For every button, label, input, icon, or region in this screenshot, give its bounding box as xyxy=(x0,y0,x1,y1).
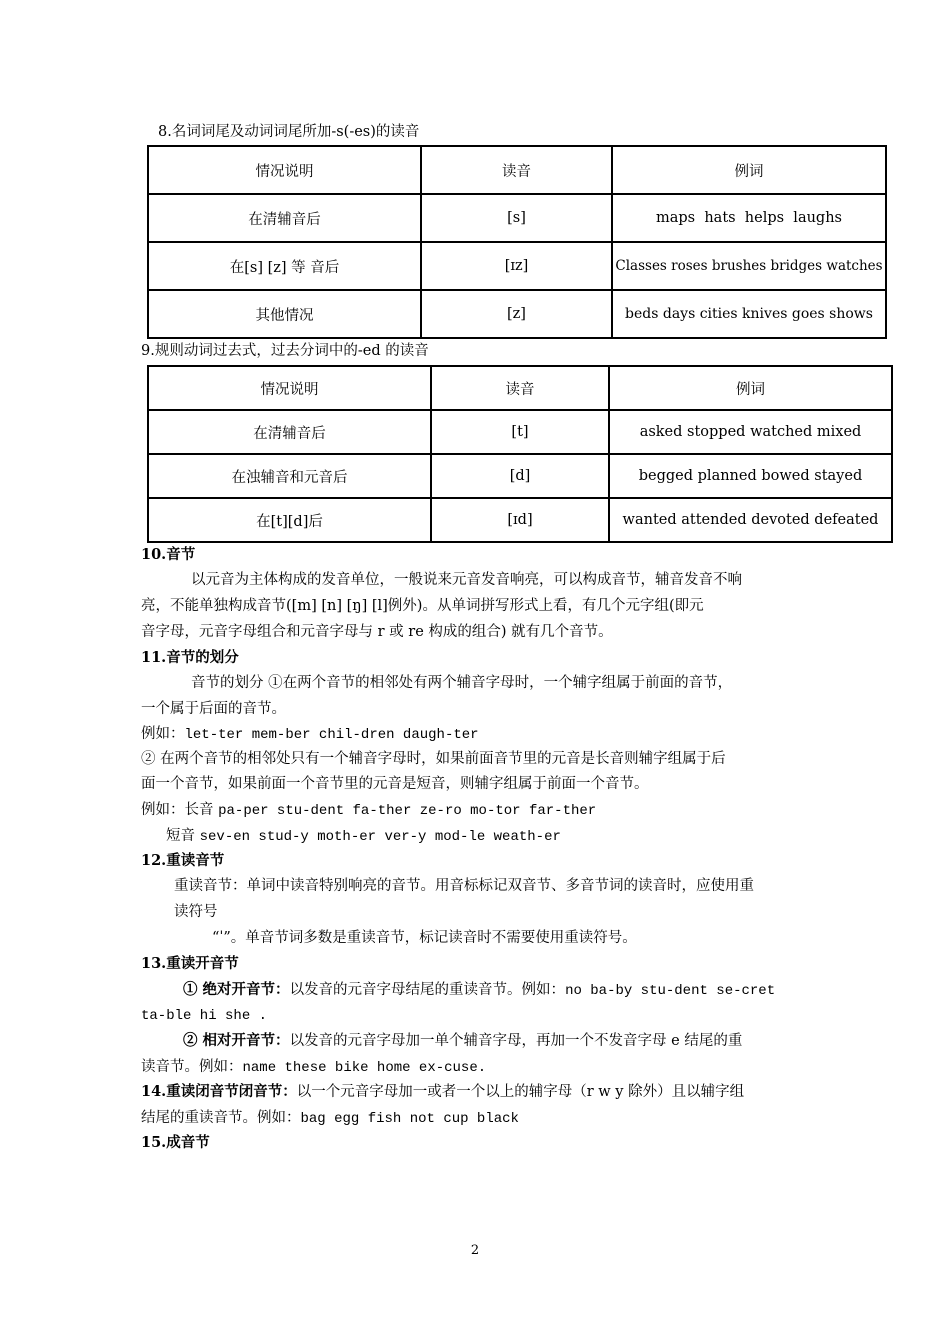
absolute-open-syllable-line xyxy=(183,980,775,1001)
section-10-heading: 10.音节 xyxy=(141,546,196,563)
section-14-line xyxy=(141,1082,744,1102)
paragraph-line: 音节的划分 ①在两个音节的相邻处有两个辅音字母时，一个辅字组属于前面的音节， xyxy=(191,675,733,691)
section-8-heading: 8.名词词尾及动词词尾所加-s(-es)的读音 xyxy=(158,124,420,140)
example-label: 读音节。例如： xyxy=(141,1059,243,1075)
table-cell: [t] xyxy=(431,410,609,454)
table-cell: [s] xyxy=(421,194,612,242)
example-words: bag egg fish not cup black xyxy=(300,1111,519,1127)
section-14-text: 以一个元音字母加一或者一个以上的辅字母（r w y 除外）且以辅字组 xyxy=(296,1084,745,1100)
item-label: ① 绝对开音节： xyxy=(183,981,290,998)
table-cell: 在清辅音后 xyxy=(148,410,431,454)
table-cell: [ɪd] xyxy=(431,498,609,542)
section-9-heading: 9.规则动词过去式，过去分词中的-ed 的读音 xyxy=(141,343,429,359)
example-label: 例如：长音 xyxy=(141,802,214,818)
example-line xyxy=(141,800,596,821)
paragraph-line: 重读音节：单词中读音特别响亮的音节。用音标标记双音节、多音节词的读音时，应使用重 xyxy=(174,878,754,894)
table-row xyxy=(148,194,886,242)
table-cell: maps hats helps laughs xyxy=(612,194,886,242)
table-cell: Classes roses brushes bridges watches xyxy=(612,242,886,290)
example-words: name these bike home ex-cuse. xyxy=(242,1060,487,1076)
item-text: 以发音的元音字母加一单个辅音字母，再加一个不发音字母 e 结尾的重 xyxy=(289,1033,743,1049)
section-14-heading: 14.重读闭音节闭音节： xyxy=(141,1083,297,1100)
header-pronunciation: 读音 xyxy=(421,146,612,194)
example-words: ta-ble hi she . xyxy=(141,1008,268,1024)
example-words: let-ter mem-ber chil-dren daugh-ter xyxy=(184,727,479,743)
ed-pronunciation-table xyxy=(147,365,893,543)
paragraph-line: 音字母，元音字母组合和元音字母与 r 或 re 构成的组合) 就有几个音节。 xyxy=(141,624,613,640)
table-row xyxy=(148,454,892,498)
table-cell: 在浊辅音和元音后 xyxy=(148,454,431,498)
example-words: no ba-by stu-dent se-cret xyxy=(565,983,776,999)
paragraph-line: “ˈ”。单音节词多数是重读音节，标记读音时不需要使用重读符号。 xyxy=(212,930,637,946)
section-15-heading: 15.成音节 xyxy=(141,1134,210,1151)
example-label: 例如： xyxy=(141,726,185,742)
example-line xyxy=(141,1108,519,1129)
relative-open-syllable-line xyxy=(183,1031,742,1051)
section-11-heading: 11.音节的划分 xyxy=(141,649,239,666)
table-header-row xyxy=(148,146,886,194)
s-es-pronunciation-table xyxy=(147,145,887,339)
table-header-row xyxy=(148,366,892,410)
header-situation: 情况说明 xyxy=(148,366,431,410)
table-cell: 在[s] [z] 等 音后 xyxy=(148,242,421,290)
table-cell: 其他情况 xyxy=(148,290,421,338)
table-cell: asked stopped watched mixed xyxy=(609,410,892,454)
section-13-heading: 13.重读开音节 xyxy=(141,955,239,972)
table-cell: 在[t][d]后 xyxy=(148,498,431,542)
header-situation: 情况说明 xyxy=(148,146,421,194)
table-row xyxy=(148,290,886,338)
table-row xyxy=(148,242,886,290)
header-examples: 例词 xyxy=(609,366,892,410)
item-text: 以发音的元音字母结尾的重读音节。例如： xyxy=(289,982,566,998)
item-label: ② 相对开音节： xyxy=(183,1032,290,1049)
header-pronunciation: 读音 xyxy=(431,366,609,410)
table-cell: beds days cities knives goes shows xyxy=(612,290,886,338)
example-line xyxy=(141,724,479,745)
example-words: sev-en stud-y moth-er ver-y mod-le weath-er xyxy=(199,829,561,845)
table-row xyxy=(148,410,892,454)
table-cell: [d] xyxy=(431,454,609,498)
table-cell: [ɪz] xyxy=(421,242,612,290)
table-cell: wanted attended devoted defeated xyxy=(609,498,892,542)
header-examples: 例词 xyxy=(612,146,886,194)
example-line xyxy=(166,826,561,847)
page-number: 2 xyxy=(470,1243,480,1258)
example-label: 结尾的重读音节。例如： xyxy=(141,1110,301,1126)
paragraph-line: 面一个音节，如果前面一个音节里的元音是短音，则辅字组属于前面一个音节。 xyxy=(141,776,649,792)
table-row xyxy=(148,498,892,542)
paragraph-line: 以元音为主体构成的发音单位，一般说来元音发音响亮，可以构成音节，辅音发音不响 xyxy=(191,572,742,588)
example-words: pa-per stu-dent fa-ther ze-ro mo-tor far-ther xyxy=(218,803,597,819)
section-12-heading: 12.重读音节 xyxy=(141,852,225,869)
table-cell: begged planned bowed stayed xyxy=(609,454,892,498)
paragraph-line: 读符号 xyxy=(174,904,218,920)
table-cell: 在清辅音后 xyxy=(148,194,421,242)
example-label: 短音 xyxy=(166,828,195,844)
paragraph-line: 一个属于后面的音节。 xyxy=(141,701,286,717)
paragraph-line: 亮，不能单独构成音节([m] [n] [ŋ] [l]例外)。从单词拼写形式上看，有几个元字组(即元 xyxy=(141,598,704,614)
paragraph-line: ② 在两个音节的相邻处只有一个辅音字母时，如果前面音节里的元音是长音则辅字组属于后 xyxy=(141,751,726,767)
example-line xyxy=(141,1057,486,1078)
table-cell: [z] xyxy=(421,290,612,338)
